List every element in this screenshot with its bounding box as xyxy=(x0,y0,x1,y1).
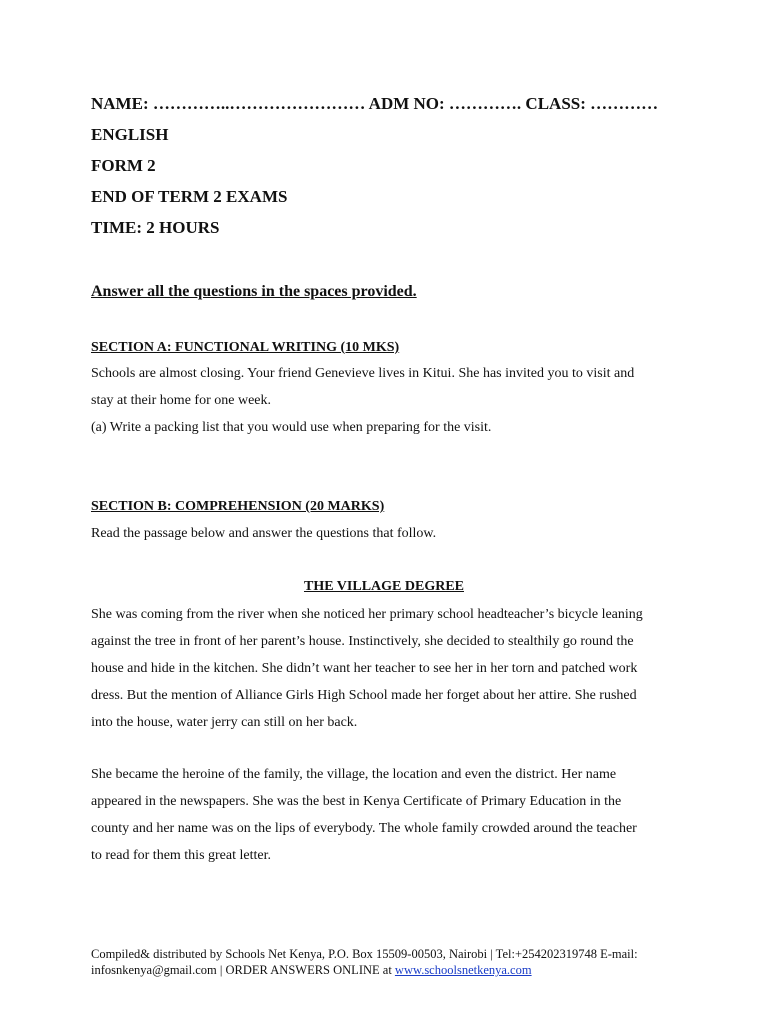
footer-contact-text: infosnkenya@gmail.com | ORDER ANSWERS ONLINE at xyxy=(91,963,395,977)
footer-line-1: Compiled& distributed by Schools Net Kenya, P.O. Box 15509-00503, Nairobi | Tel:+254202319748 E-mail: xyxy=(91,947,638,961)
name-adm-class-line: NAME: …………..…………………… ADM NO: …………. CLASS: ………… xyxy=(91,94,659,113)
general-instruction: Answer all the questions in the spaces provided. xyxy=(91,283,417,300)
passage-p1-line-4: dress. But the mention of Alliance Girls High School made her forget about her attire. She rushed xyxy=(91,688,637,703)
section-a-line-2: stay at their home for one week. xyxy=(91,393,271,408)
section-a-heading: SECTION A: FUNCTIONAL WRITING (10 MKS) xyxy=(91,340,400,355)
section-b-heading: SECTION B: COMPREHENSION (20 MARKS) xyxy=(91,499,385,514)
passage-p1-line-1: She was coming from the river when she noticed her primary school headteacher’s bicycle leaning xyxy=(91,607,643,622)
passage-p2-line-3: county and her name was on the lips of everybody. The whole family crowded around the teacher xyxy=(91,821,637,836)
passage-p2-line-1: She became the heroine of the family, the village, the location and even the district. Her name xyxy=(91,767,617,782)
footer-website-link[interactable]: www.schoolsnetkenya.com xyxy=(394,963,532,977)
section-a-line-1: Schools are almost closing. Your friend Genevieve lives in Kitui. She has invited you to visit and xyxy=(91,366,635,381)
passage-p2-line-4: to read for them this great letter. xyxy=(91,848,271,863)
section-a-question-a: (a) Write a packing list that you would use when preparing for the visit. xyxy=(91,420,492,435)
passage-p1-line-3: house and hide in the kitchen. She didn’t want her teacher to see her in her torn and patched work xyxy=(91,661,638,676)
passage-title: THE VILLAGE DEGREE xyxy=(303,579,464,594)
passage-p1-line-5: into the house, water jerry can still on her back. xyxy=(91,715,358,730)
time-heading: TIME: 2 HOURS xyxy=(91,218,220,237)
exam-heading: END OF TERM 2 EXAMS xyxy=(91,187,288,206)
footer-line-2 xyxy=(91,962,532,978)
subject-heading: ENGLISH xyxy=(91,125,169,144)
section-b-instruction: Read the passage below and answer the questions that follow. xyxy=(91,526,437,541)
passage-p2-line-2: appeared in the newspapers. She was the best in Kenya Certificate of Primary Education in the xyxy=(91,794,622,809)
form-heading: FORM 2 xyxy=(91,156,156,175)
passage-p1-line-2: against the tree in front of her parent’s house. Instinctively, she decided to stealthily go round the xyxy=(91,634,634,649)
